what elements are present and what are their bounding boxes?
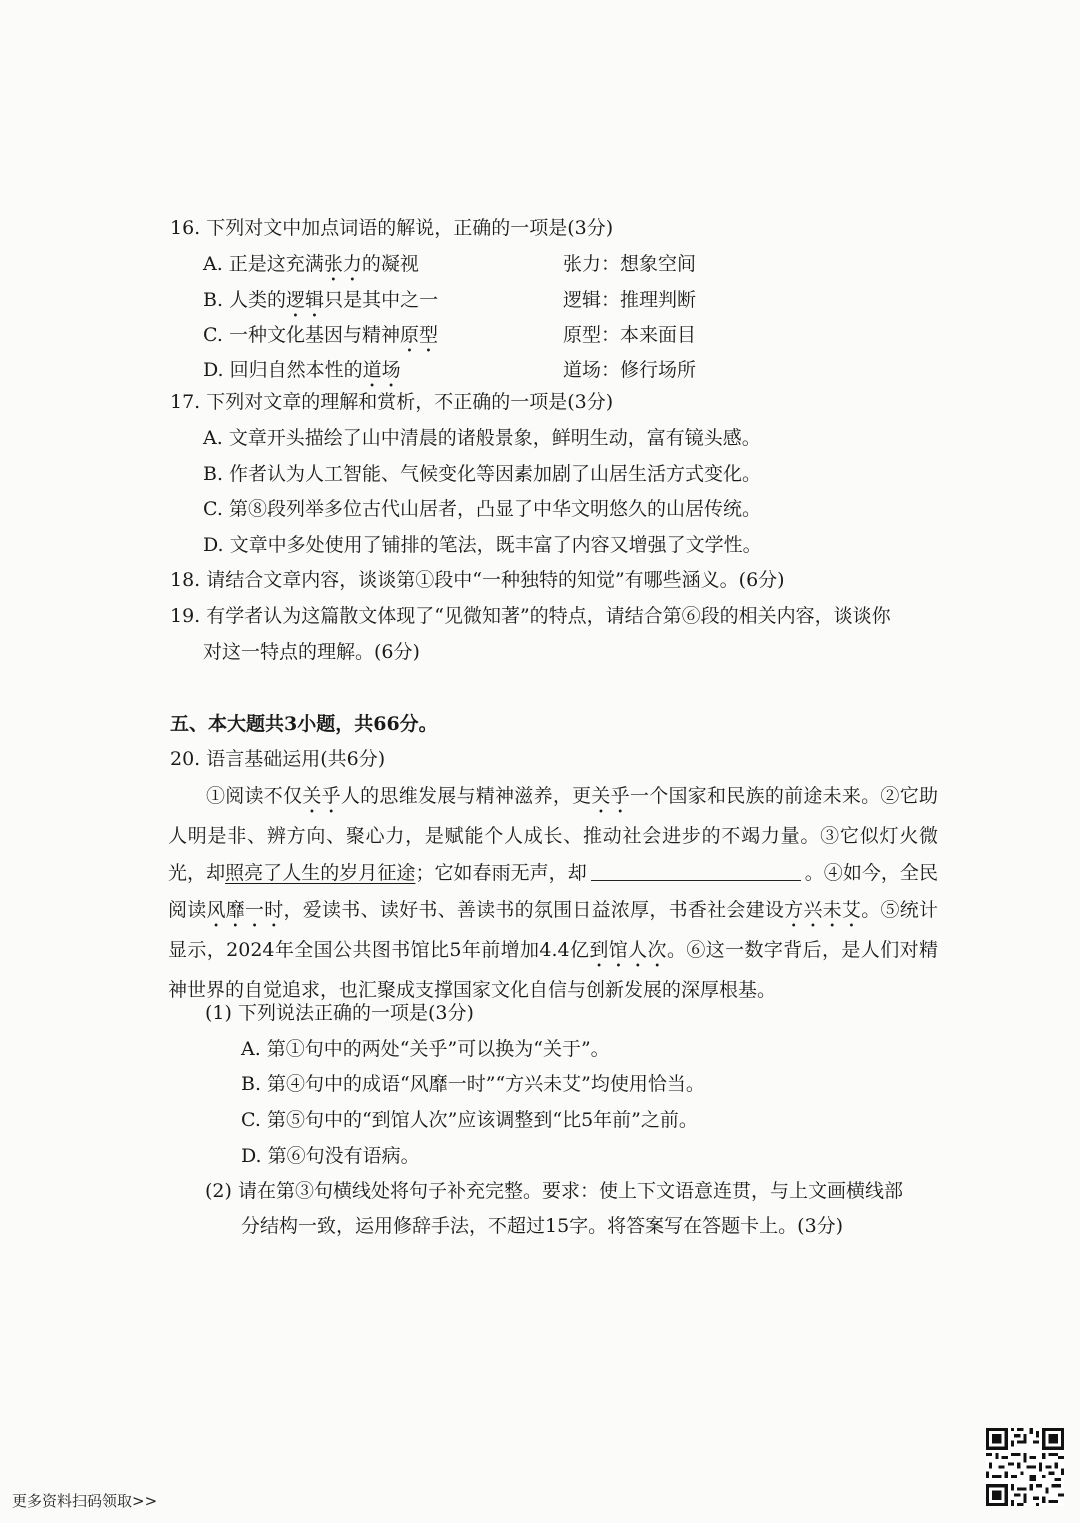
exam-page: 16. 下列对文中加点词语的解说，正确的一项是(3分) A. 正是这充满张力的凝视 张力：想象空间 B. 人类的逻辑只是其中之一 逻辑：推理判断 C. 一种文化基因与精神原型 原型：本来面目 D. 回归自然本性的道场 道场：修行场所 17. 下列对文章的理解和赏析，不正确的一项是(3分) A. 文章开头描绘了山中清晨的诸般景象，鲜明生动，富有镜头感。 B. 作者认为人工智能、气候变化等因素加剧了山居生活方式变化。 C. 第⑧段列举多位古代山居者，凸显了中华文明悠久的山居传统。 D. 文章中多处使用了铺排的笔法，既丰富了内容又增强了文学性。 18. 请结合文章内容，谈谈第①段中“一种独特的知觉”有哪些涵义。(6分) 19. 有学者认为这篇散文体现了“见微知著”的特点，请结合第⑥段的相关内容，谈谈你 对这一特点的理解。(6分) 五、本大题共3小题，共66分。 20. 语言基础运用(共6分) ①阅读不仅关乎人的思维发展与精神滋养，更关乎一个国家和民族的前途未来。②它助人明是非、辨方向、聚心力，是赋能个人成长、推动社会进步的不竭力量。③它似灯火微光，却照亮了人生的岁月征途；它如春雨无声，却 。④如今，全民阅读风靡一时，爱读书、读好书、善读书的氛围日益浓厚，书香社会建设方兴未艾。⑤统计显示，2024年全国公共图书馆比5年前增加4.4亿到馆人次。⑥这一数字背后，是人们对精神世界的自觉追求，也汇聚成支撑国家文化自信与创新发展的深厚根基。 (1) 下列说法正确的一项是(3分) A. 第①句中的两处“关乎”可以换为“关于”。 B. 第④句中的成语“风靡一时”“方兴未艾”均使用恰当。 C. 第⑤句中的“到馆人次”应该调整到“比5年前”之前。 D. 第⑥句没有语病。 (2) 请在第③句横线处将句子补充完整。要求：使上下文语意连贯，与上文画横线部 分结构一致，运用修辞手法，不超过15字。将答案写在答题卡上。(3分) 更多资料扫码领取>>: [0, 0, 1080, 1523]
q20-sub1-option-a: A. 第①句中的两处“关乎”可以换为“关于”。: [241, 1038, 610, 1060]
q20-sub2-line2: 分结构一致，运用修辞手法，不超过15字。将答案写在答题卡上。(3分): [241, 1215, 844, 1237]
q20-sub1-option-d: D. 第⑥句没有语病。: [241, 1145, 420, 1167]
q20-sub1-stem: (1) 下列说法正确的一项是(3分): [205, 1002, 474, 1024]
q17-option-b: B. 作者认为人工智能、气候变化等因素加剧了山居生活方式变化。: [203, 463, 762, 485]
q17-option-d: D. 文章中多处使用了铺排的笔法，既丰富了内容又增强了文学性。: [203, 534, 762, 556]
footer-scan-hint[interactable]: 更多资料扫码领取>>: [12, 1492, 158, 1510]
q17-stem: 17. 下列对文章的理解和赏析，不正确的一项是(3分): [170, 391, 614, 413]
q20-stem: 20. 语言基础运用(共6分): [170, 748, 386, 770]
q20-sub1-option-c: C. 第⑤句中的“到馆人次”应该调整到“比5年前”之前。: [241, 1109, 698, 1131]
q20-sub1-option-b: B. 第④句中的成语“风靡一时”“方兴未艾”均使用恰当。: [241, 1073, 705, 1095]
underlined-phrase: 照亮了人生的岁月征途: [225, 862, 416, 884]
section-5-heading: 五、本大题共3小题，共66分。: [170, 713, 438, 735]
q20-passage: ①阅读不仅关乎人的思维发展与精神滋养，更关乎一个国家和民族的前途未来。②它助人明是非、辨方向、聚心力，是赋能个人成长、推动社会进步的不竭力量。③它似灯火微光，却照亮了人生的岁月征途；它如春雨无声，却 。④如今，全民阅读风靡一时，爱读书、读好书、善读书的氛围日益浓厚，书香社会建设方兴未艾。⑤统计显示，2024年全国公共图书馆比5年前增加4.4亿到馆人次。⑥这一数字背后，是人们对精神世界的自觉追求，也汇聚成支撑国家文化自信与创新发展的深厚根基。: [168, 785, 938, 1001]
q19-stem-line1: 19. 有学者认为这篇散文体现了“见微知著”的特点，请结合第⑥段的相关内容，谈谈你: [170, 605, 891, 627]
q20-sub2-line1: (2) 请在第③句横线处将句子补充完整。要求：使上下文语意连贯，与上文画横线部: [205, 1180, 903, 1202]
q17-option-c: C. 第⑧段列举多位古代山居者，凸显了中华文明悠久的山居传统。: [203, 498, 761, 520]
q17-option-a: A. 文章开头描绘了山中清晨的诸般景象，鲜明生动，富有镜头感。: [203, 427, 761, 449]
q19-stem-line2: 对这一特点的理解。(6分): [203, 641, 420, 663]
q16-stem: 16. 下列对文中加点词语的解说，正确的一项是(3分): [170, 217, 614, 239]
q18-stem: 18. 请结合文章内容，谈谈第①段中“一种独特的知觉”有哪些涵义。(6分): [170, 569, 785, 591]
qr-code-icon[interactable]: [986, 1428, 1064, 1506]
answer-blank: [591, 862, 801, 881]
